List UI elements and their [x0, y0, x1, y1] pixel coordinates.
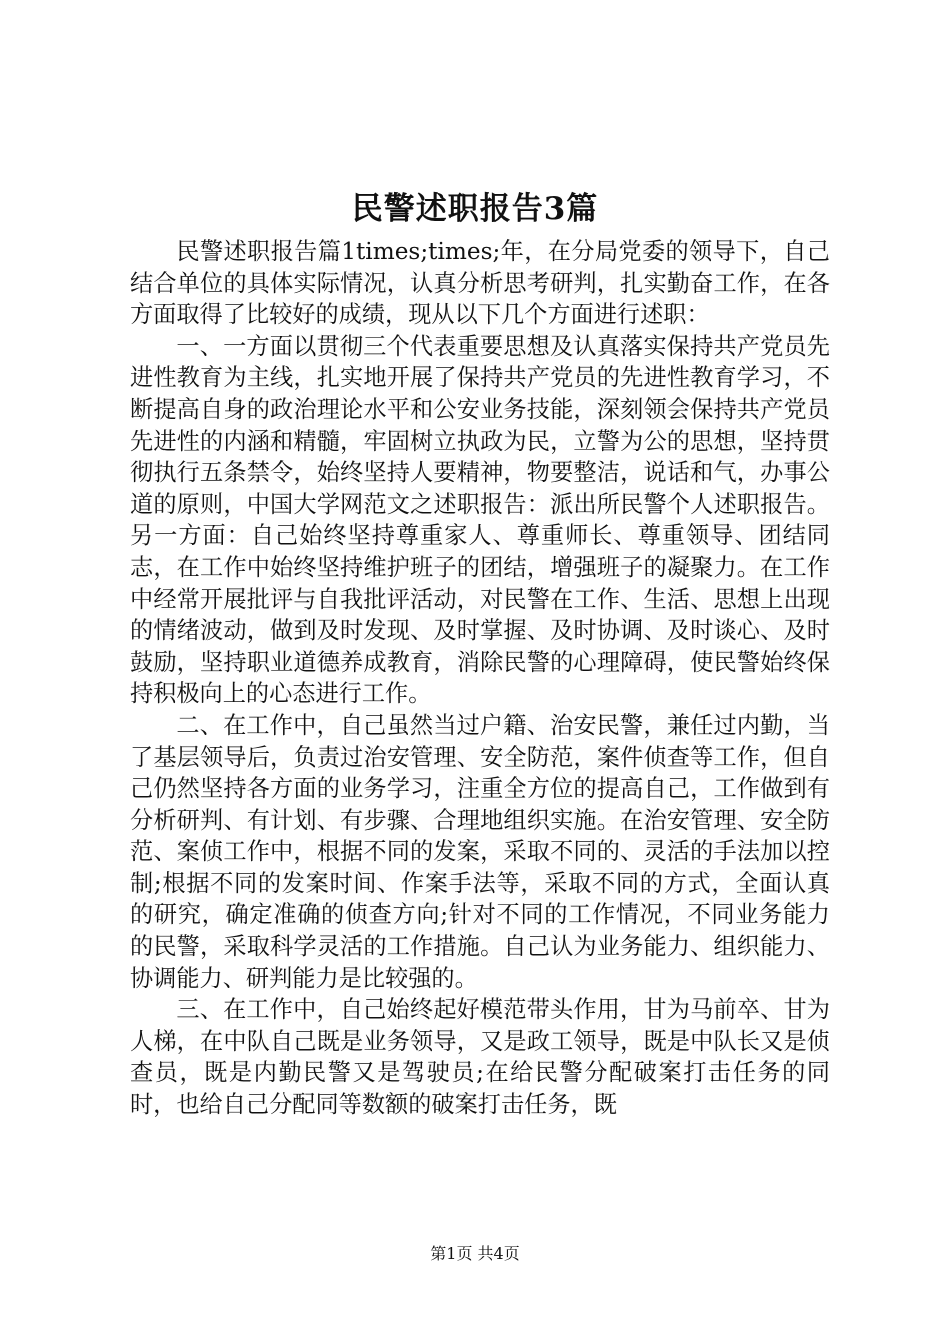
- paragraph-section-3: 三、在工作中，自己始终起好模范带头作用，甘为马前卒、甘为人梯，在中队自己既是业务领导，又是政工领导，既是中队长又是侦查员，既是内勤民警又是驾驶员;在给民警分配破案打击任务的同时，也给自己分配同等数额的破案打击任务，既: [130, 996, 830, 1119]
- page-number: 第1页 共4页: [430, 1244, 520, 1263]
- paragraph-section-2: 二、在工作中，自己虽然当过户籍、治安民警，兼任过内勤，当了基层领导后，负责过治安管理、安全防范，案件侦查等工作，但自己仍然坚持各方面的业务学习，注重全方位的提高自己，工作做到有分析研判、有计划、有步骤、合理地组织实施。在治安管理、安全防范、案侦工作中，根据不同的发案，采取不同的、灵活的手法加以控制;根据不同的发案时间、作案手法等，采取不同的方式，全面认真的研究，确定准确的侦查方向;针对不同的工作情况，不同业务能力的民警，采取科学灵活的工作措施。自己认为业务能力、组织能力、协调能力、研判能力是比较强的。: [130, 711, 830, 992]
- document-body: [130, 236, 830, 1121]
- paragraph-intro: 民警述职报告篇1times;times;年，在分局党委的领导下，自己结合单位的具体实际情况，认真分析思考研判，扎实勤奋工作，在各方面取得了比较好的成绩，现从以下几个方面进行述职：: [130, 238, 830, 329]
- document-title: 民警述职报告3篇: [351, 191, 599, 227]
- paragraph-section-1: 一、一方面以贯彻三个代表重要思想及认真落实保持共产党员先进性教育为主线，扎实地开展了保持共产党员的先进性教育学习，不断提高自身的政治理论水平和公安业务技能，深刻领会保持共产党员先进性的内涵和精髓，牢固树立执政为民，立警为公的思想，坚持贯彻执行五条禁令，始终坚持人要精神，物要整洁，说话和气，办事公道的原则，中国大学网范文之述职报告：派出所民警个人述职报告。另一方面：自己始终坚持尊重家人、尊重师长、尊重领导、团结同志，在工作中始终坚持维护班子的团结，增强班子的凝聚力。在工作中经常开展批评与自我批评活动，对民警在工作、生活、思想上出现的情绪波动，做到及时发现、及时掌握、及时协调、及时谈心、及时鼓励，坚持职业道德养成教育，消除民警的心理障碍，使民警始终保持积极向上的心态进行工作。: [130, 332, 830, 708]
